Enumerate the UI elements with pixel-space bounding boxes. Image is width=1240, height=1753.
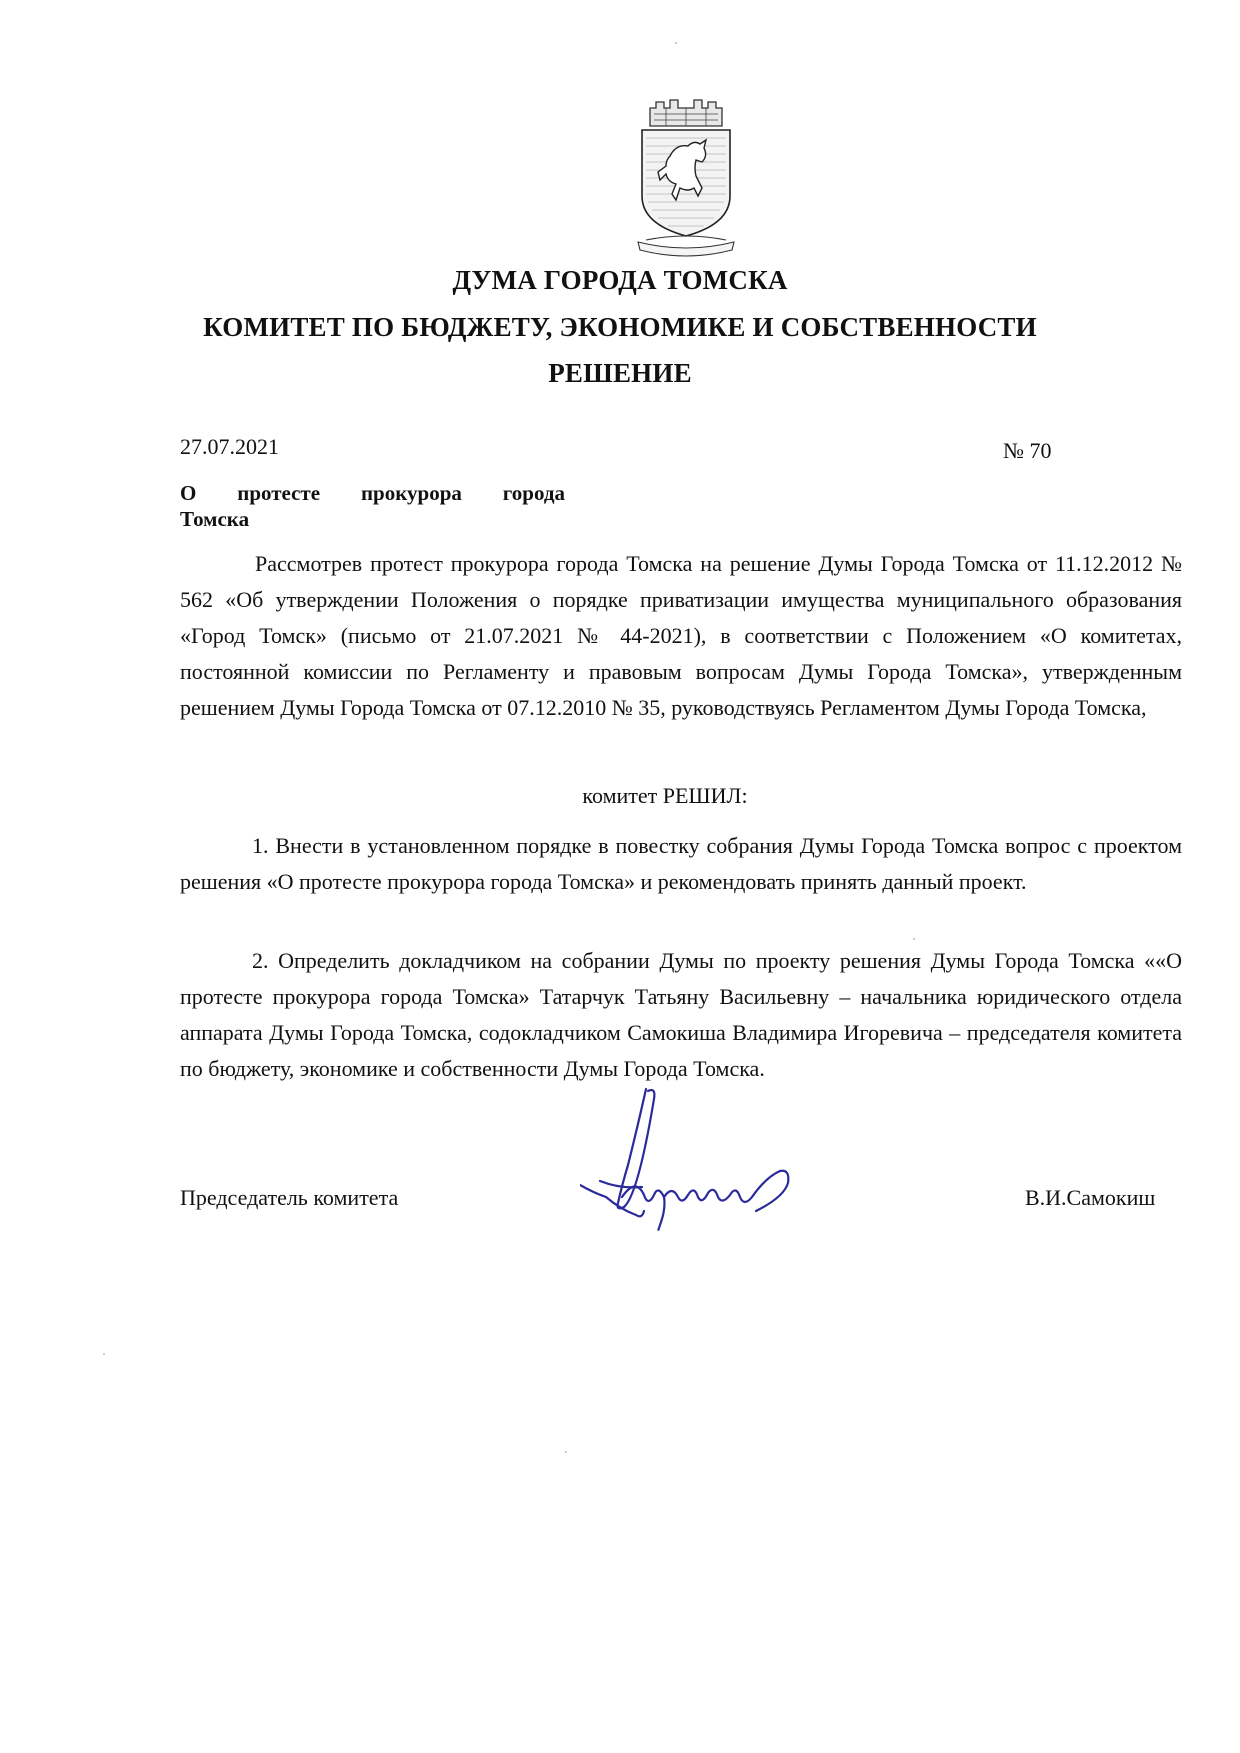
council-title: ДУМА ГОРОДА ТОМСКА — [452, 265, 788, 295]
coat-of-arms-icon — [636, 96, 736, 260]
document-number: № 70 — [1003, 438, 1052, 463]
scan-speck — [675, 42, 677, 44]
subject-line-1: О протесте прокурора города — [180, 481, 565, 505]
document-type-title: РЕШЕНИЕ — [548, 358, 692, 388]
signatory-name: В.И.Самокиш — [1025, 1185, 1156, 1210]
preamble-paragraph: Рассмотрев протест прокурора города Томска на решение Думы Города Томска от 11.12.2012 № 562 «Об утверждении Положения о порядке приватизации имущества муниципального образования «Город Томск» (письмо от 21.07.2021 № 44-2021), в соответствии с Положением «О комитетах, постоянной комиссии по Регламенту и правовым вопросам Думы Города Томска», утвержденным решением Думы Города Томска от 07.12.2010 № 35, руководствуясь Регламентом Думы Города Томска, — [180, 551, 1182, 720]
document-date: 27.07.2021 — [180, 434, 279, 459]
decision-item-1: 1. Внести в установленном порядке в повестку собрания Думы Города Томска вопрос с проектом решения «О протесте прокурора города Томска» и рекомендовать принять данный проект. — [180, 833, 1182, 894]
handwritten-signature — [580, 1085, 795, 1245]
signatory-role: Председатель комитета — [180, 1185, 399, 1210]
subject-line-2: Томска — [180, 507, 250, 531]
scan-speck — [913, 938, 915, 940]
committee-title: КОМИТЕТ ПО БЮДЖЕТУ, ЭКОНОМИКЕ И СОБСТВЕННОСТИ — [203, 312, 1037, 342]
decision-item-2: 2. Определить докладчиком на собрании Думы по проекту решения Думы Города Томска ««О протесте прокурора города Томска» Татарчук Татьяну Васильевну – начальника юридического отдела аппарата Думы Города Томска, содокладчиком Самокиша Владимира Игоревича – председателя комитета по бюджету, экономике и собственности Думы Города Томска. — [180, 948, 1182, 1081]
document-subject — [180, 480, 565, 532]
scan-speck — [103, 1353, 105, 1355]
scan-speck — [565, 1451, 567, 1453]
decision-heading: комитет РЕШИЛ: — [582, 783, 748, 808]
